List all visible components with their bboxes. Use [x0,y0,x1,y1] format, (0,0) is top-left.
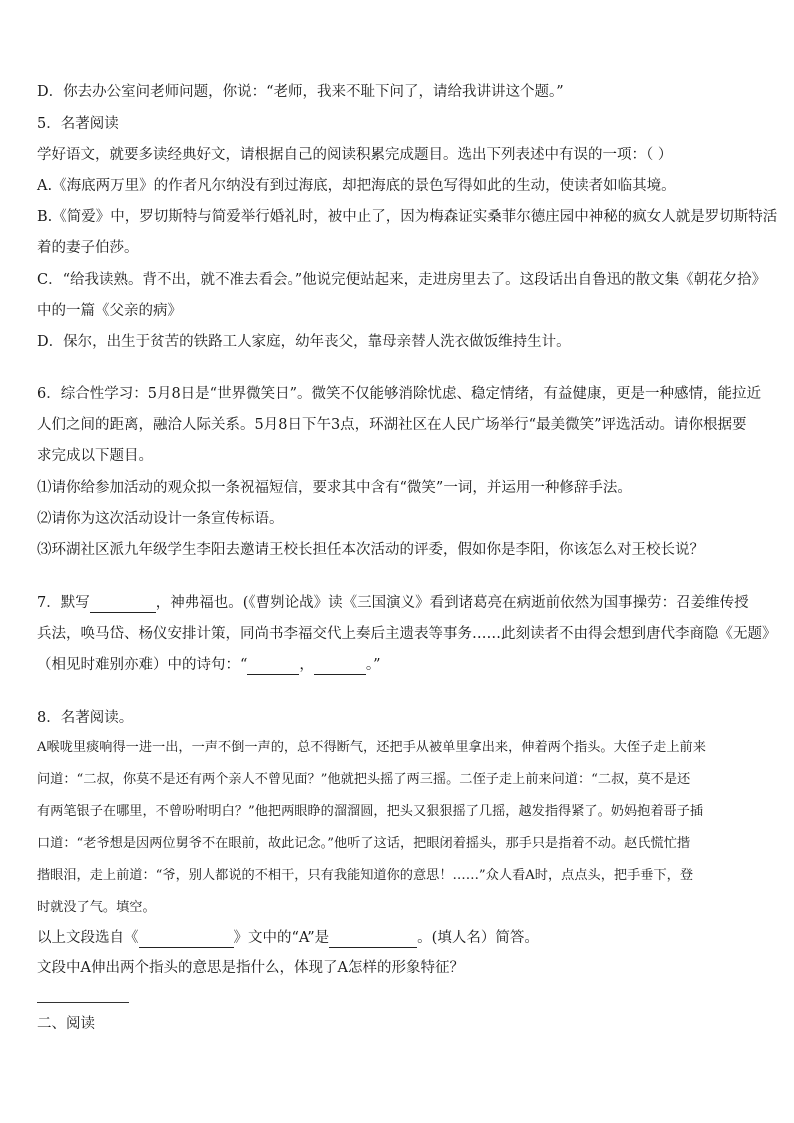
q6-line3: 求完成以下题目。 [37,448,153,464]
q7-comma: ， [299,657,314,673]
q6-line1: 6．综合性学习：5月8日是“世界微笑日”。微笑不仅能够消除忧虑、稳定情绪，有益健康，更是一种感情，能拉近 [37,386,761,402]
q5-stem: 学好语文，就要多读经典好文，请根据自己的阅读积累完成题目。选出下列表述中有误的一项：（ ） [37,147,673,163]
q8-question: 文段中A伸出两个指头的意思是指什么，体现了A怎样的形象特征？ [37,960,464,976]
q7-blank-2[interactable] [247,660,299,675]
q7-line2: 兵法，唤马岱、杨仪安排计策，同尚书李福交代上奏后主遗表等事务……此刻读者不由得会想到唐代李商隐《无题》 [37,626,777,642]
q7-line1 [37,593,757,613]
q8-heading: 8．名著阅读。 [37,710,134,726]
q6-line2: 人们之间的距离，融洽人际关系。5月8日下午3点，环湖社区在人民广场举行“最美微笑”评选活动。请你根据要 [37,417,747,433]
q8-blank-book[interactable] [139,933,234,948]
q8-passage-line3: 有两笔银子在哪里，不曾吩咐明白？”他把两眼睁的溜溜圆，把头又狠狠摇了几摇，越发指得紧了。奶妈抱着哥子插 [37,804,704,819]
line-d-option: D．你去办公室问老师问题，你说：“老师，我来不耻下问了，请给我讲讲这个题。” [37,84,564,100]
q8-passage-line4: 口道：“老爷想是因两位舅爷不在眼前，故此记念。”他听了这话，把眼闭着摇头，那手只是指着不动。赵氏慌忙揩 [37,836,691,851]
q8-passage-line2: 问道：“二叔，你莫不是还有两个亲人不曾见面？”他就把头摇了两三摇。二侄子走上前来问道：“二叔，莫不是还 [37,772,691,787]
q8-fill-line [37,928,757,948]
q6-sub1: ⑴请你给参加活动的观众拟一条祝福短信，要求其中含有“微笑”一词，并运用一种修辞手法。 [37,480,632,496]
q7-label: 7．默写 [37,595,90,611]
q5-option-b-line1: B.《简爱》中，罗切斯特与简爱举行婚礼时，被中止了，因为梅森证实桑菲尔德庄园中神秘的疯女人就是罗切斯特活 [37,209,778,225]
section-two-heading: 二、阅读 [37,1016,95,1032]
q8-passage-line6: 时就没了气。填空。 [37,900,156,915]
q5-option-c-line2: 中的一篇《父亲的病》 [37,303,182,319]
q7-prompt: （相见时难别亦难）中的诗句：“ [37,657,248,673]
q6-sub3: ⑶环湖社区派九年级学生李阳去邀请王校长担任本次活动的评委，假如你是李阳，你该怎么对王校长说？ [37,542,704,558]
q5-option-a: A.《海底两万里》的作者凡尔纳没有到过海底，却把海底的景色写得如此的生动，使读者如临其境。 [37,178,676,194]
q8-blank-name[interactable] [329,933,417,948]
q8-fill-c: 。(填人名）简答。 [417,930,539,946]
q8-passage-line1: A喉咙里痰响得一进一出，一声不倒一声的，总不得断气，还把手从被单里拿出来，伸着两个指头。大侄子走上前来 [37,740,706,755]
q7-line3 [37,655,757,675]
q6-sub2: ⑵请你为这次活动设计一条宣传标语。 [37,511,284,527]
answer-rule [37,1002,129,1003]
q5-option-c-line1: C．“给我读熟。背不出，就不准去看会。”他说完便站起来，走进房里去了。这段话出自鲁迅的散文集《朝花夕拾》 [37,272,767,288]
q8-passage-line5: 揩眼泪，走上前道：“爷，别人都说的不相干，只有我能知道你的意思！……”众人看A时，点点头，把手垂下，登 [37,868,694,883]
q5-option-b-line2: 着的妻子伯莎。 [37,240,139,256]
q7-blank-3[interactable] [314,660,366,675]
q7-close: 。” [365,657,381,673]
q7-blank-1[interactable] [90,598,156,613]
q8-fill-b: 》文中的“A”是 [233,930,330,946]
q5-heading: 5．名著阅读 [37,116,119,132]
q5-option-d: D．保尔，出生于贫苦的铁路工人家庭，幼年丧父，靠母亲替人洗衣做饭维持生计。 [37,334,571,350]
q7-text: ，神弗福也。(《曹刿论战》读《三国演义》看到诸葛亮在病逝前依然为国事操劳：召姜维传授 [155,595,749,611]
q8-fill-a: 以上文段选自《 [37,930,139,946]
